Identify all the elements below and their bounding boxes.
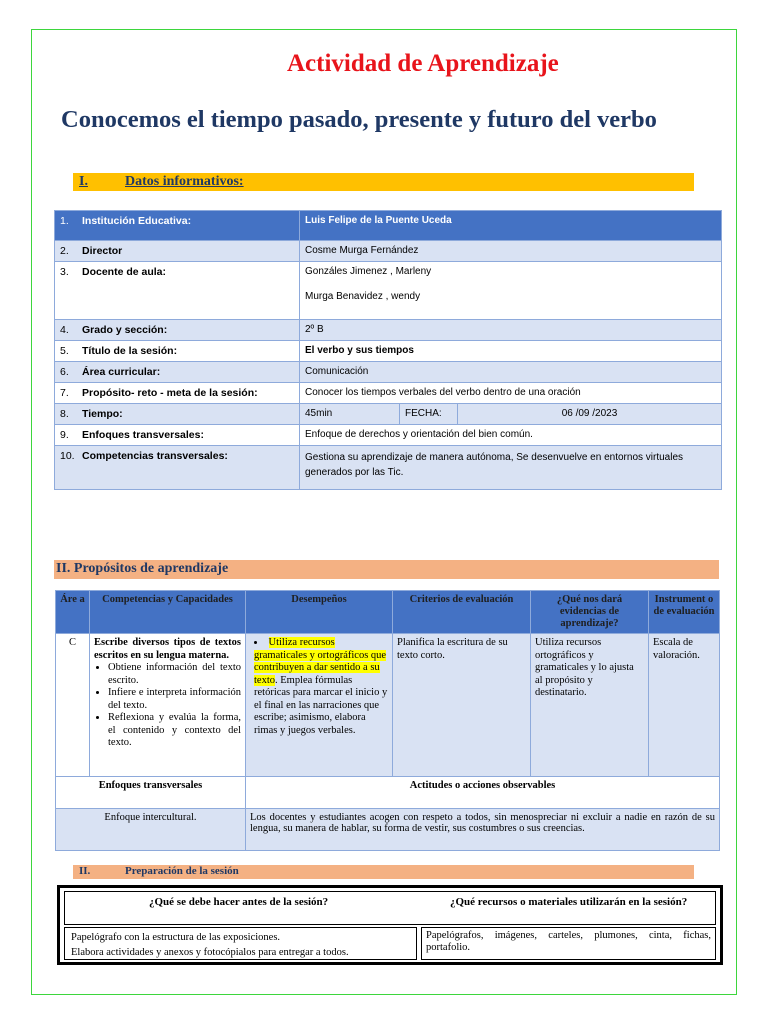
info-value: El verbo y sus tiempos [300,341,722,362]
row-number: 8. [60,408,69,420]
capacidad-item: • Obtiene información del texto escrito. [108,662,241,687]
prep-answer-line: Papelógrafo con la estructura de las exposiciones. [71,932,281,943]
info-row [55,425,722,446]
propositos-row [56,634,720,777]
info-label-cell [55,446,300,490]
section-1-title: Datos informativos: [125,174,244,189]
capacidades-list [108,662,241,750]
col-header-evidencias: ¿Qué nos dará evidencias de aprendizaje? [531,591,649,634]
info-label-cell [55,383,300,404]
info-label-cell [55,320,300,341]
col-header-competencias: Competencias y Capacidades [90,591,246,634]
info-row [55,362,722,383]
row-number: 7. [60,387,69,399]
propositos-table [55,590,720,851]
info-value: Comunicación [300,362,722,383]
info-label-cell [55,341,300,362]
info-value: Luis Felipe de la Puente Uceda [300,211,722,241]
row-number: 3. [60,266,69,278]
info-row [55,341,722,362]
row-number: 5. [60,345,69,357]
capacidad-item: • Reflexiona y evalúa la forma, el contenido y contexto del texto. [108,712,241,750]
competencia-text: Escribe diversos tipos de textos escritos en su lengua materna. [94,637,241,661]
preparacion-header-row [64,891,716,925]
section-3-number: II. [79,865,91,877]
section-2-header: II. Propósitos de aprendizaje [54,560,719,579]
row-label: Enfoques transversales: [82,429,204,441]
col-header-instrumento: Instrument o de evaluación [649,591,720,634]
teacher-1: Gonzáles Jimenez , Marleny [305,266,432,277]
prep-answer-before [64,927,417,960]
desempenos-list [254,637,388,737]
enfoques-row [56,809,720,851]
preparacion-table [57,885,723,965]
row-number: 10. [60,450,75,462]
info-label-cell [55,262,300,320]
fecha-label: FECHA: [400,404,458,425]
evidencia-cell: Utiliza recursos ortográficos y gramaticales y lo ajusta al propósito y destinatario. [531,634,649,777]
col-header-area: Áre a [56,591,90,634]
section-3-header [73,865,694,879]
row-label: Director [82,245,123,257]
info-value: 45min [300,404,400,425]
actitudes-header: Actitudes o acciones observables [246,777,720,809]
actitud-cell: Los docentes y estudiantes acogen con respeto a todos, sin menospreciar ni excluir a nadie en razón de su lengua, su manera de hablar, su forma de vestir, sus costumbres o sus creencias. [246,809,720,851]
info-row [55,446,722,490]
prep-question-before: ¿Qué se debe hacer antes de la sesión? [149,896,329,908]
prep-answer-line: Elabora actividades y anexos y fotocópialos para entregar a todos. [71,947,349,958]
col-header-criterios: Criterios de evaluación [393,591,531,634]
info-value: Cosme Murga Fernández [300,241,722,262]
info-value: Conocer los tiempos verbales del verbo dentro de una oración [300,383,722,404]
info-label-cell [55,211,300,241]
info-value: 2º B [300,320,722,341]
enfoque-cell: Enfoque intercultural. [56,809,246,851]
area-cell: C [56,634,90,777]
info-value: Enfoque de derechos y orientación del bien común. [300,425,722,446]
info-row [55,404,722,425]
propositos-header-row [56,591,720,634]
section-1-number: I. [79,174,88,189]
info-label-cell [55,425,300,446]
section-3-title: Preparación de la sesión [125,865,239,877]
row-number: 9. [60,429,69,441]
info-label-cell [55,362,300,383]
teacher-2: Murga Benavidez , wendy [305,291,421,302]
info-value-cell [300,262,722,320]
criterio-cell: Planifica la escritura de su texto corto. [393,634,531,777]
row-number: 4. [60,324,69,336]
desempeno-rest: . Emplea fórmulas retóricas para marcar el inicio y el final en las narraciones que escribe; asimismo, elabora rimas y juegos verbales. [254,674,388,736]
info-row [55,383,722,404]
row-label: Tiempo: [82,408,123,420]
page-subtitle: Conocemos el tiempo pasado, presente y futuro del verbo [61,106,657,133]
info-value: Gestiona su aprendizaje de manera autónoma, Se desenvuelve en entornos virtuales generados por las Tic. [300,446,722,490]
info-row [55,241,722,262]
prep-answer-resources: Papelógrafos, imágenes, carteles, plumones, cinta, fichas, portafolio. [421,927,716,960]
page-title: Actividad de Aprendizaje [287,50,559,77]
section-1-header [73,173,694,191]
info-table [54,210,722,490]
enfoques-header: Enfoques transversales [56,777,246,809]
info-row [55,211,722,241]
row-label: Docente de aula: [82,266,167,278]
instrumento-cell: Escala de valoración. [649,634,720,777]
fecha-value: 06 /09 /2023 [458,404,722,425]
info-label-cell [55,241,300,262]
desempeno-item [254,637,388,737]
row-number: 6. [60,366,69,378]
desempenos-cell [246,634,393,777]
row-number: 1. [60,215,69,227]
row-label: Título de la sesión: [82,345,178,357]
enfoques-header-row [56,777,720,809]
prep-question-resources: ¿Qué recursos o materiales utilizarán en la sesión? [450,896,688,908]
desempeno-highlight: Utiliza recursos gramaticales y ortográficos que contribuyen a dar sentido a su texto [254,637,387,686]
row-label: Grado y sección: [82,324,168,336]
row-label: Institución Educativa: [82,215,192,227]
row-label: Competencias transversales: [82,450,228,462]
row-label: Propósito- reto - meta de la sesión: [82,387,258,399]
competencias-cell [90,634,246,777]
info-row [55,262,722,320]
info-row [55,320,722,341]
info-label-cell [55,404,300,425]
capacidad-item: • Infiere e interpreta información del texto. [108,687,241,712]
row-number: 2. [60,245,69,257]
row-label: Área curricular: [82,366,161,378]
col-header-desempenos: Desempeños [246,591,393,634]
